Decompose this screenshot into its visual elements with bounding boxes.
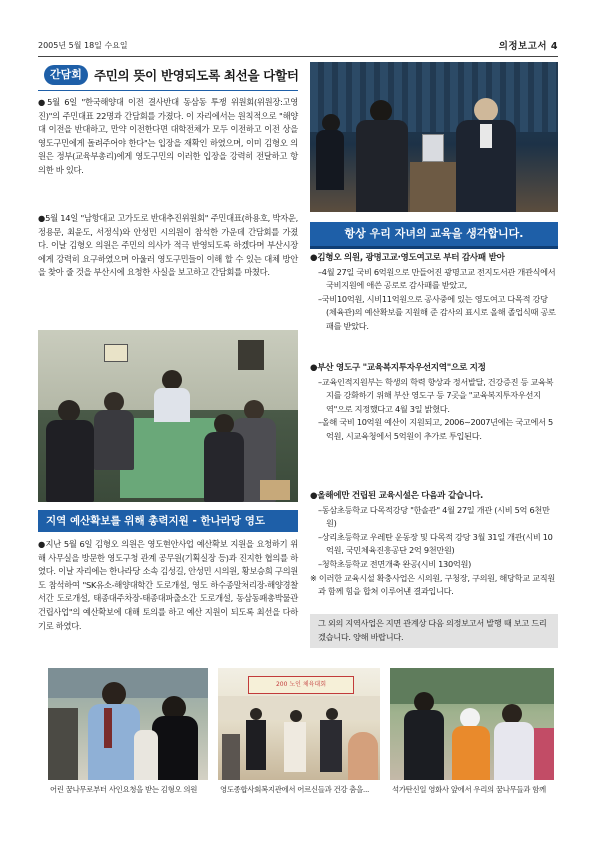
article-paragraph-3 <box>38 538 298 633</box>
paragraph-text: 지난 5월 6일 김형오 의원은 영도현안사업 예산확보 지원을 요청하기 위해 사무실을 방문한 영도구청 관계 공무원(기획실장 등)과 진지한 협의를 하였다. 이날 자리에는 한나라당 소속 김성길, 안성민 시의원, 황보승희 구의원도 참석하여 "SK유소-해양대학간 도로개설, 영도 하수종말처리장-해양경찰서간 도로개설, 태종대주차장-태종대파출소간 도로개설, 동삼동패총박물관 건립사업"의 예산확보에 대해 토의를 하고 예산 지원이 되도록 최선을 다하기로 하였다. <box>38 539 298 631</box>
reference-mark-icon: ※ <box>310 572 319 583</box>
list-item: –상리초등학교 우레탄 운동장 및 다목적 강당 3월 31일 개관(시비 10억원, 국민체육진흥공단 2억 9천만원) <box>318 531 553 556</box>
facilities-block <box>310 490 558 599</box>
bullet-dot-icon: ● <box>38 539 46 549</box>
seniors-dance-photo <box>218 668 380 780</box>
photo-caption: 어린 꿈나무로부터 사인요청을 받는 김형오 의원 <box>50 785 198 794</box>
article-paragraph-1 <box>38 96 298 178</box>
bullet-dot-icon: ● <box>38 213 46 223</box>
paragraph-text: 5월 14일 "남항대교 고가도로 반대추진위원회" 주민대표(하용호, 박자운, 정용문, 최윤도, 서정식)와 안성민 시의원이 참석한 가운데 간담회를 가졌다. 이날 김형오 의원은 주민의 의사가 적극 반영되도록 하겠다며 부산시장에게 강력히 요구하였으며 아울러 영도구민들이 이해 할 수 있는 대체 방안을 찾아 줄 것을 부산시에 요청한 사실을 보고하고 간담회를 마쳤다. <box>38 213 298 278</box>
photo-caption: 석가탄신일 영화사 앞에서 우리의 꿈나무들과 함께 <box>392 785 546 794</box>
bullet-dot-icon: ● <box>310 491 318 501</box>
header-divider <box>38 56 558 57</box>
budget-section-header: 지역 예산확보를 위해 총력지원 - 한나라당 영도 <box>38 510 298 532</box>
section-title: 주민의 뜻이 반영되도록 최선을 다할터 <box>94 68 299 83</box>
priority-zone-block <box>310 362 558 444</box>
autograph-photo <box>48 668 208 780</box>
photo-caption: 영도종합사회복지관에서 어르신들과 건강 춤을... <box>220 785 370 794</box>
list-item: –올해 국비 10억원 예산이 지원되고, 2006~2007년에는 국고에서 5억원, 시교육청에서 5억원이 추가로 투입된다. <box>318 417 553 441</box>
award-block <box>310 252 558 334</box>
list-item: –동삼초등학교 다목적강당 "한솔관" 4월 27일 개관 (시비 5억 6천만원) <box>318 504 550 529</box>
bullet-dot-icon: ● <box>310 363 318 373</box>
list-item: –국비10억원, 시비11억원으로 공사중에 있는 영도여고 다목적 강당(체육관)의 예산확보를 지원해 준 감사의 표시로 올해 졸업식때 공로패를 받았다. <box>318 293 556 331</box>
section-underline <box>38 90 298 91</box>
block-heading: ●올해에만 건립된 교육시설은 다음과 같습니다. <box>310 491 483 501</box>
meeting-section-header <box>38 62 298 86</box>
event-banner: 200 노인 체육대회 <box>248 676 354 694</box>
paragraph-text: 5월 6일 "한국해양대 이전 결사반대 동삼동 투쟁 위원회(위원장:고영진)"의 주민대표 22명과 간담회를 가졌다. 이 자리에서는 원칙적으로 "해양대 이전을 반대하고, 만약 이전한다면 대학전체가 모두 이전하고 이전 상을 영도구민에게 돌려주어야 한다"는 입장을 재확인 하였으며, 이미 김형오 의원은 정부(교육부총리)에게 영도구민의 이러한 입장을 강력히 전달하고 항의한 바 있다. <box>38 97 298 175</box>
publication-title: 의정보고서 4 <box>498 41 558 52</box>
list-item: –교육인적지원부는 학생의 학력 향상과 정서발달, 건강증진 등 교육복지를 강화하기 위해 부산 영도구 등 7곳을 "교육복지투자우선지역"으로 지정했다고 4월 3일 밝혔다. <box>318 376 554 414</box>
bullet-dot-icon: ● <box>310 253 318 263</box>
block-heading: ●부산 영도구 "교육복지투자우선지역"으로 지정 <box>310 363 486 373</box>
block-heading: ●김형오 의원, 광명고교·영도여고로 부터 감사패 받아 <box>310 253 505 263</box>
list-item: –4월 27일 국비 6억원으로 만들어진 광명고교 전지도서관 개관식에서 국비지원에 애쓴 공로로 감사패를 받았고, <box>318 266 556 291</box>
section-badge: 간담회 <box>44 65 88 85</box>
education-section-header: 항상 우리 자녀의 교육을 생각합니다. <box>310 222 558 249</box>
closing-note-box: 그 외의 지역사업은 지면 관계상 다음 의정보고서 발행 때 보고 드리겠습니다. 양해 바랍니다. <box>310 614 558 648</box>
award-photo <box>310 62 558 212</box>
list-item: –청학초등학교 전면개축 완공(시비 130억원) <box>318 558 471 569</box>
issue-date: 2005년 5월 18일 수요일 <box>38 41 128 50</box>
article-paragraph-2 <box>38 212 298 280</box>
bullet-dot-icon: ● <box>38 97 48 107</box>
meeting-photo <box>38 330 298 502</box>
note-text: ※ 이러한 교육시설 확충사업은 시의원, 구청장, 구의원, 해당학교 교직원과 함께 힘을 합쳐 이루어낸 결과입니다. <box>310 572 555 597</box>
temple-children-photo <box>390 668 554 780</box>
page-header <box>38 40 558 56</box>
